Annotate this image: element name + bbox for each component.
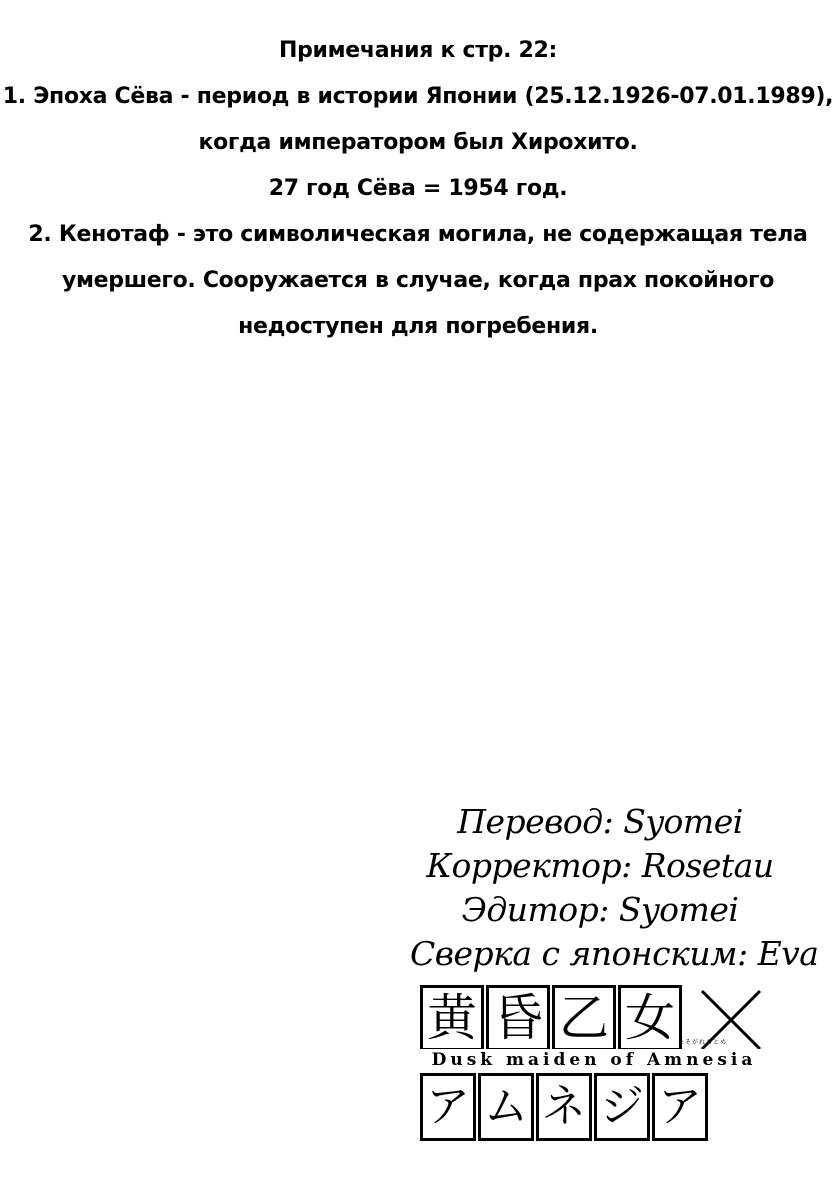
logo-katakana-char: ム bbox=[478, 1073, 534, 1141]
logo-title-char: 乙 bbox=[552, 985, 616, 1051]
note-line: недоступен для погребения. bbox=[238, 314, 598, 339]
credit-translation: Перевод: Syomei bbox=[457, 802, 743, 841]
logo-katakana-char: ジ bbox=[594, 1073, 650, 1141]
logo-katakana-char: ネ bbox=[536, 1073, 592, 1141]
note-line: 1. Эпоха Сёва - период в истории Японии (25.12.1926-07.01.1989), bbox=[2, 84, 834, 109]
note-line: 2. Кенотаф - это символическая могила, не содержащая тела bbox=[28, 222, 808, 247]
logo-ruby-text: たそがれおとめ bbox=[678, 1039, 728, 1046]
logo-title-char: 女 bbox=[618, 985, 682, 1051]
logo-katakana-row bbox=[420, 1073, 708, 1141]
credit-japanese-check: Сверка с японским: Eva bbox=[410, 934, 819, 973]
logo-title-char: 黄 bbox=[420, 985, 484, 1051]
note-line: умершего. Сооружается в случае, когда прах покойного bbox=[61, 268, 775, 293]
credits-block bbox=[410, 800, 819, 976]
notes-title: Примечания к стр. 22: bbox=[278, 38, 558, 63]
logo-katakana-char: ア bbox=[652, 1073, 708, 1141]
credit-editor: Эдитор: Syomei bbox=[461, 890, 739, 929]
credit-proofreader: Корректор: Rosetau bbox=[426, 846, 774, 885]
logo-title-row bbox=[420, 985, 682, 1051]
note-line: 27 год Сёва = 1954 год. bbox=[268, 176, 568, 201]
series-logo bbox=[420, 985, 768, 1145]
logo-subtitle: Dusk maiden of Amnesia bbox=[420, 1049, 768, 1071]
translation-notes bbox=[0, 28, 836, 350]
note-line: когда императором был Хирохито. bbox=[198, 130, 638, 155]
logo-title-char: 昏 bbox=[486, 985, 550, 1051]
logo-katakana-char: ア bbox=[420, 1073, 476, 1141]
